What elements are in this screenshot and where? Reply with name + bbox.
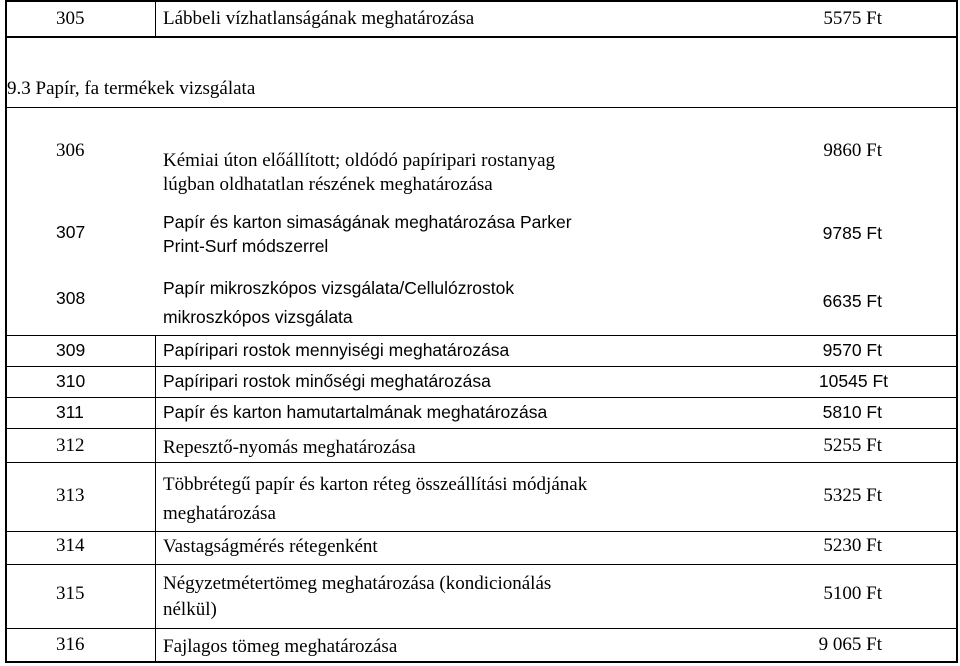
column-divider bbox=[155, 0, 156, 36]
row-divider bbox=[5, 531, 956, 532]
row-description: nélkül) bbox=[163, 599, 217, 620]
row-divider bbox=[5, 564, 956, 565]
row-number: 315 bbox=[56, 583, 85, 604]
row-description: Papíripari rostok minőségi meghatározása bbox=[163, 371, 491, 391]
row-number: 310 bbox=[56, 371, 86, 391]
row-divider bbox=[5, 428, 956, 429]
row-description: lúgban oldhatatlan részének meghatározása bbox=[163, 174, 493, 195]
row-description: meghatározása bbox=[163, 503, 276, 524]
row-description: Négyzetmétertömeg meghatározása (kondicionálás bbox=[163, 573, 552, 594]
row-number: 309 bbox=[56, 340, 86, 360]
row-description: Papír és karton hamutartalmának meghatározása bbox=[163, 402, 548, 422]
row-number: 314 bbox=[56, 535, 85, 556]
row-number: 307 bbox=[56, 222, 86, 242]
row-description: Fajlagos tömeg meghatározása bbox=[163, 636, 398, 657]
row-divider bbox=[5, 36, 956, 38]
row-description: Repesztő-nyomás meghatározása bbox=[163, 437, 416, 458]
row-price: 5255 Ft bbox=[823, 435, 882, 456]
row-divider bbox=[5, 397, 956, 398]
row-price: 10545 Ft bbox=[818, 371, 888, 391]
row-description: Print-Surf módszerrel bbox=[163, 236, 329, 256]
column-divider bbox=[155, 335, 156, 661]
row-number: 306 bbox=[56, 140, 85, 161]
row-price: 5810 Ft bbox=[822, 402, 882, 422]
row-description: mikroszkópos vizsgálata bbox=[163, 307, 353, 327]
row-description: Lábbeli vízhatlanságának meghatározása bbox=[163, 8, 475, 29]
row-divider bbox=[5, 107, 956, 108]
row-divider bbox=[5, 462, 956, 463]
row-price: 5100 Ft bbox=[823, 583, 882, 604]
row-number: 312 bbox=[56, 435, 85, 456]
row-divider bbox=[5, 0, 956, 2]
row-description: Papír és karton simaságának meghatározása Parker bbox=[163, 212, 572, 232]
row-number: 316 bbox=[56, 634, 85, 655]
row-price: 9570 Ft bbox=[822, 340, 882, 360]
row-description: Kémiai úton előállított; oldódó papíripari rostanyag bbox=[163, 150, 556, 171]
row-number: 308 bbox=[56, 288, 86, 308]
row-description: Vastagságmérés rétegenként bbox=[163, 536, 378, 557]
row-price: 5230 Ft bbox=[823, 535, 882, 556]
row-price: 5575 Ft bbox=[823, 8, 882, 29]
row-description: Papír mikroszkópos vizsgálata/Cellulózrostok bbox=[163, 278, 515, 298]
row-divider bbox=[5, 366, 956, 367]
row-divider bbox=[5, 628, 956, 629]
row-price: 5325 Ft bbox=[823, 485, 882, 506]
row-number: 305 bbox=[56, 8, 85, 29]
row-number: 313 bbox=[56, 485, 85, 506]
row-price: 6635 Ft bbox=[822, 291, 882, 311]
row-divider bbox=[5, 335, 956, 336]
row-number: 311 bbox=[56, 402, 84, 422]
row-description: Többrétegű papír és karton réteg összeállítási módjának bbox=[163, 474, 588, 495]
row-description: Papíripari rostok mennyiségi meghatározása bbox=[163, 340, 510, 360]
row-price: 9785 Ft bbox=[822, 223, 882, 243]
row-price: 9860 Ft bbox=[823, 140, 882, 161]
price-table bbox=[5, 0, 956, 663]
row-price: 9 065 Ft bbox=[818, 634, 882, 655]
section-heading: 9.3 Papír, fa termékek vizsgálata bbox=[7, 78, 256, 99]
